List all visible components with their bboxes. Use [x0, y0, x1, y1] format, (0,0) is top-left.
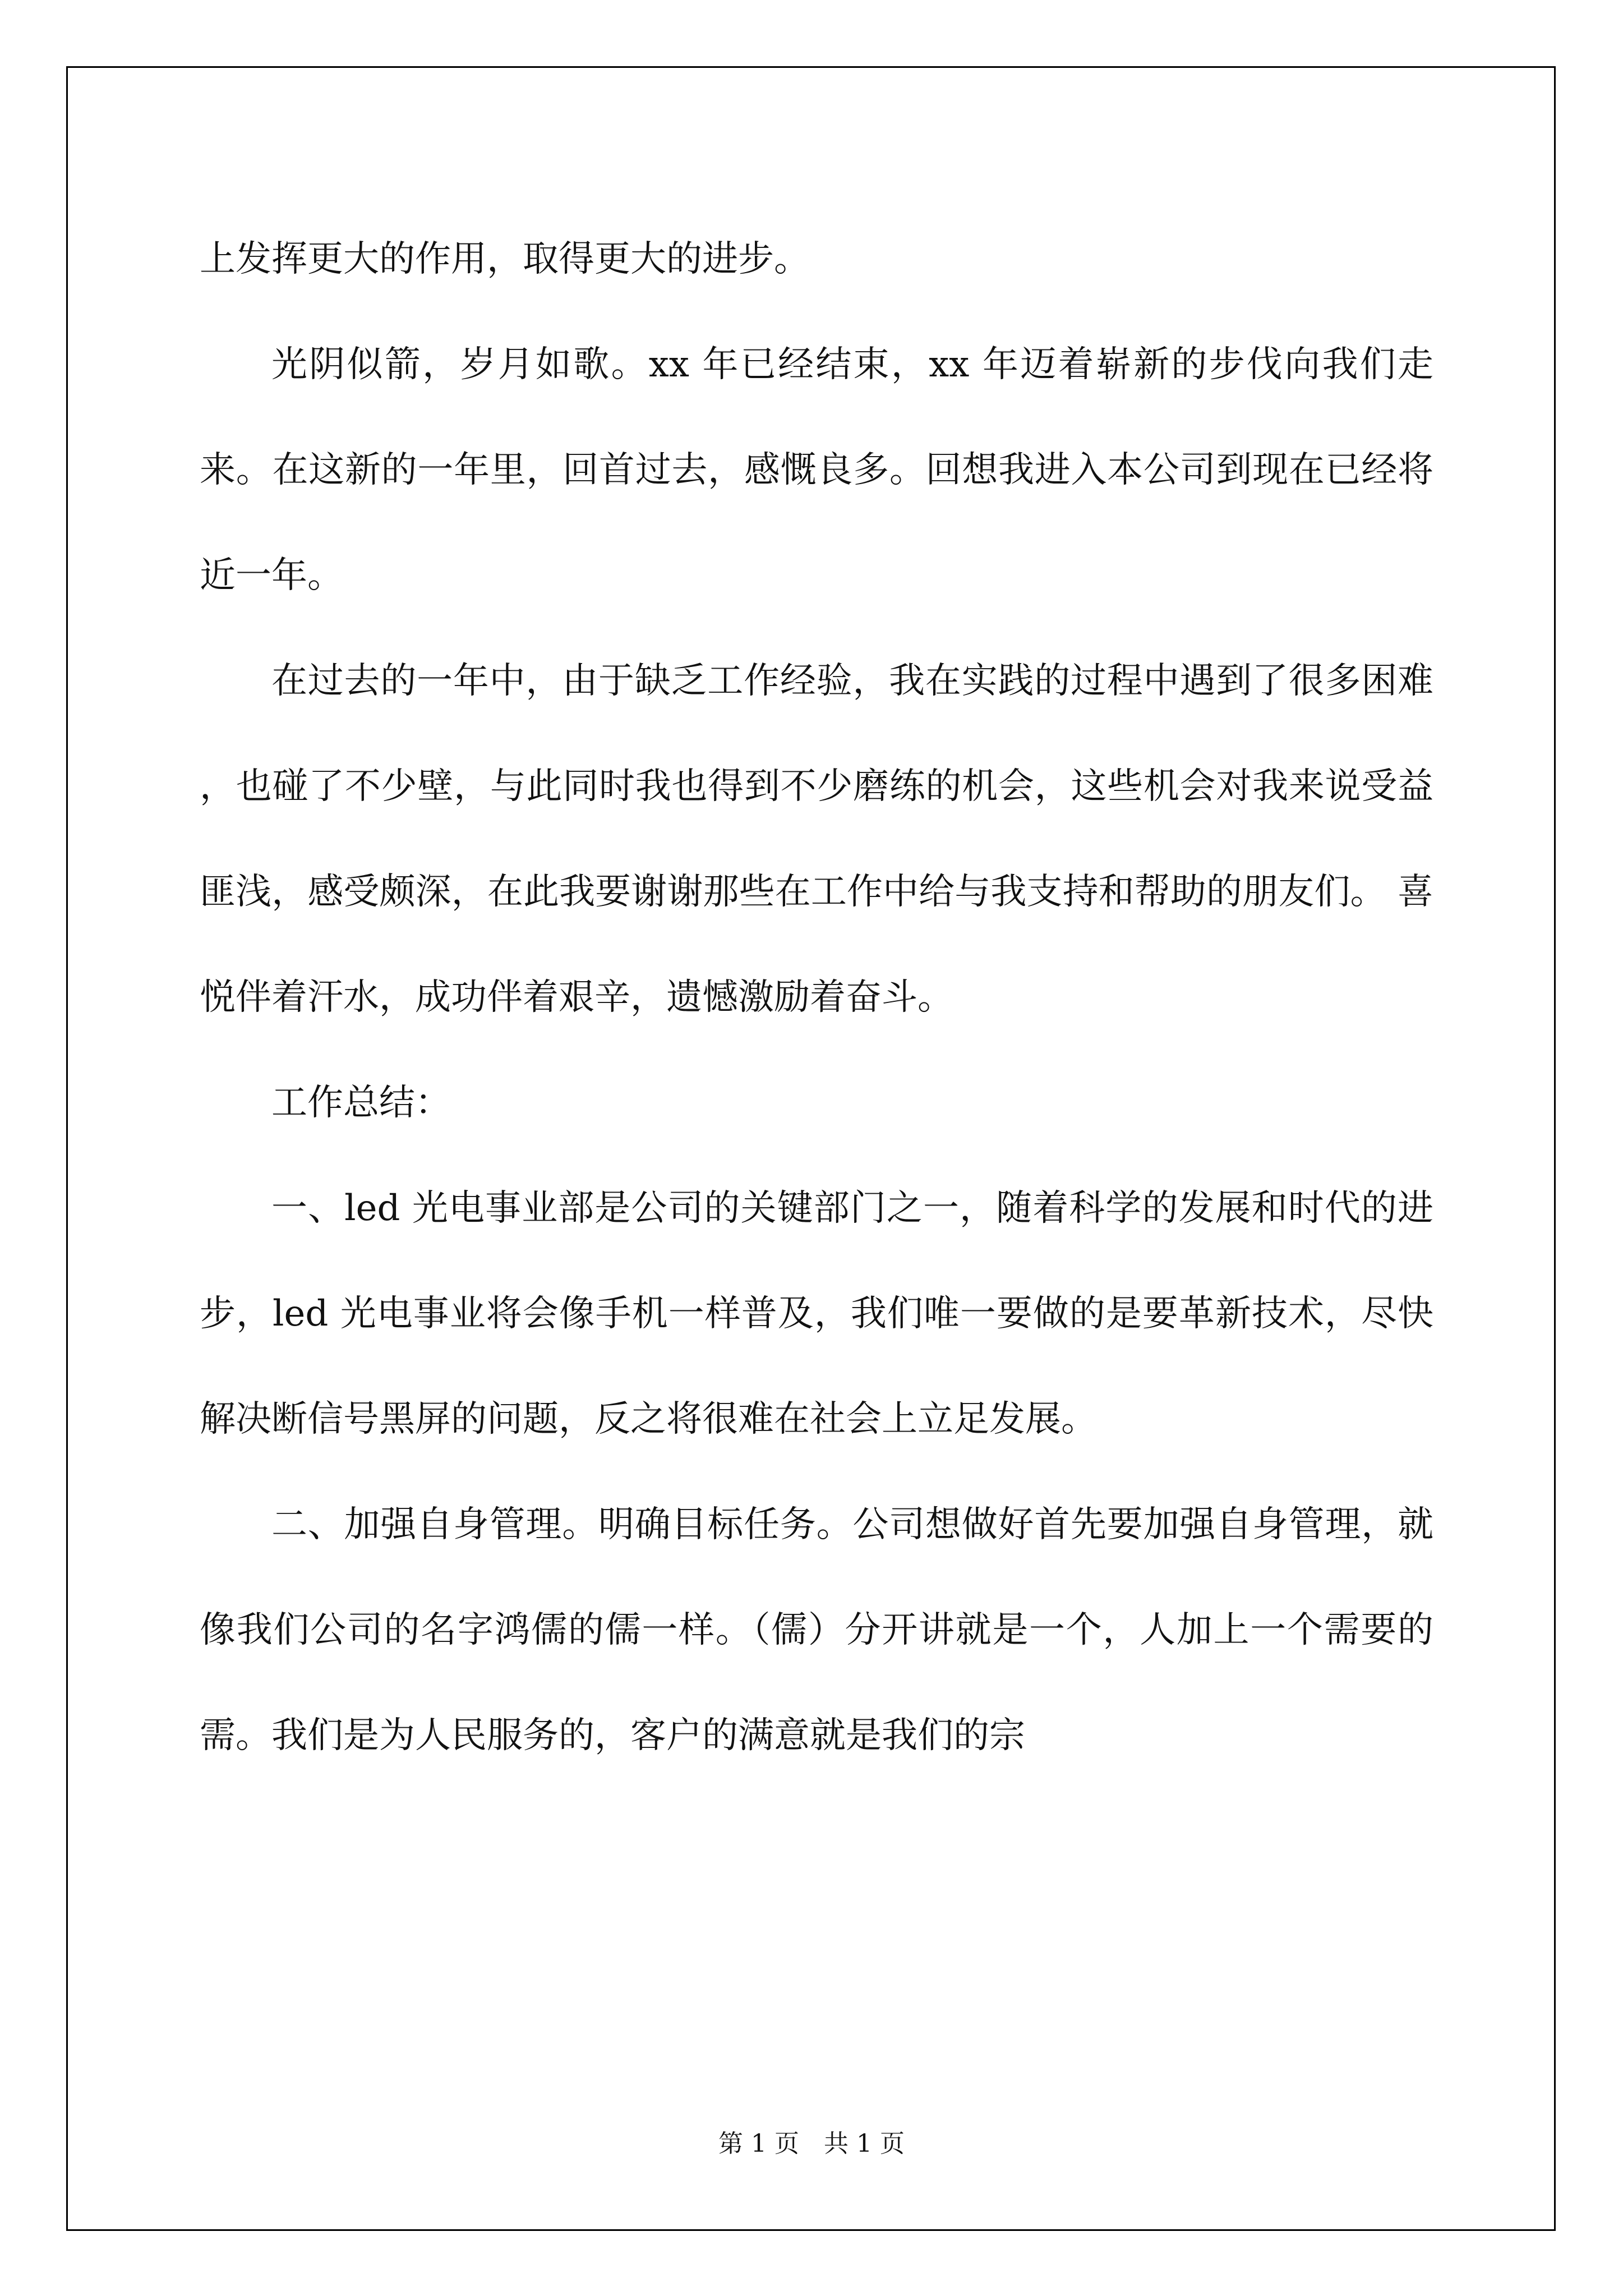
- paragraph-5: 一、led 光电事业部是公司的关键部门之一，随着科学的发展和时代的进步，led 光电事业将会像手机一样普及，我们唯一要做的是要革新技术，尽快解决断信号黑屏的问题，反之将很难在社会上立足发展。: [200, 1188, 1433, 1440]
- paragraph-3: 在过去的一年中，由于缺乏工作经验，我在实践的过程中遇到了很多困难 ，也碰了不少壁，与此同时我也得到不少磨练的机会，这些机会对我来说受益匪浅，感受颇深，在此我要谢谢那些在工作中给与我支持和帮助的朋友们。 喜悦伴着汗水，成功伴着艰辛，遗憾激励着奋斗。: [200, 660, 1433, 1018]
- paragraph-2: 光阴似箭，岁月如歌。xx 年已经结束，xx 年迈着崭新的步伐向我们走来。在这新的一年里，回首过去，感慨良多。回想我进入本公司到现在已经将近一年。: [200, 344, 1433, 596]
- paragraph-1: 上发挥更大的作用，取得更大的进步。: [200, 238, 810, 280]
- paragraph-6: 二、加强自身管理。明确目标任务。公司想做好首先要加强自身管理，就像我们公司的名字鸿儒的儒一样。（儒）分开讲就是一个，人加上一个需要的需。我们是为人民服务的，客户的满意就是我们的宗: [200, 1504, 1433, 1756]
- paragraph-4-heading: 工作总结：: [271, 1082, 451, 1124]
- document-body: [200, 206, 1433, 1788]
- page-footer: [0, 2123, 1623, 2159]
- page-number: 第 1 页 共 1 页: [718, 2129, 905, 2158]
